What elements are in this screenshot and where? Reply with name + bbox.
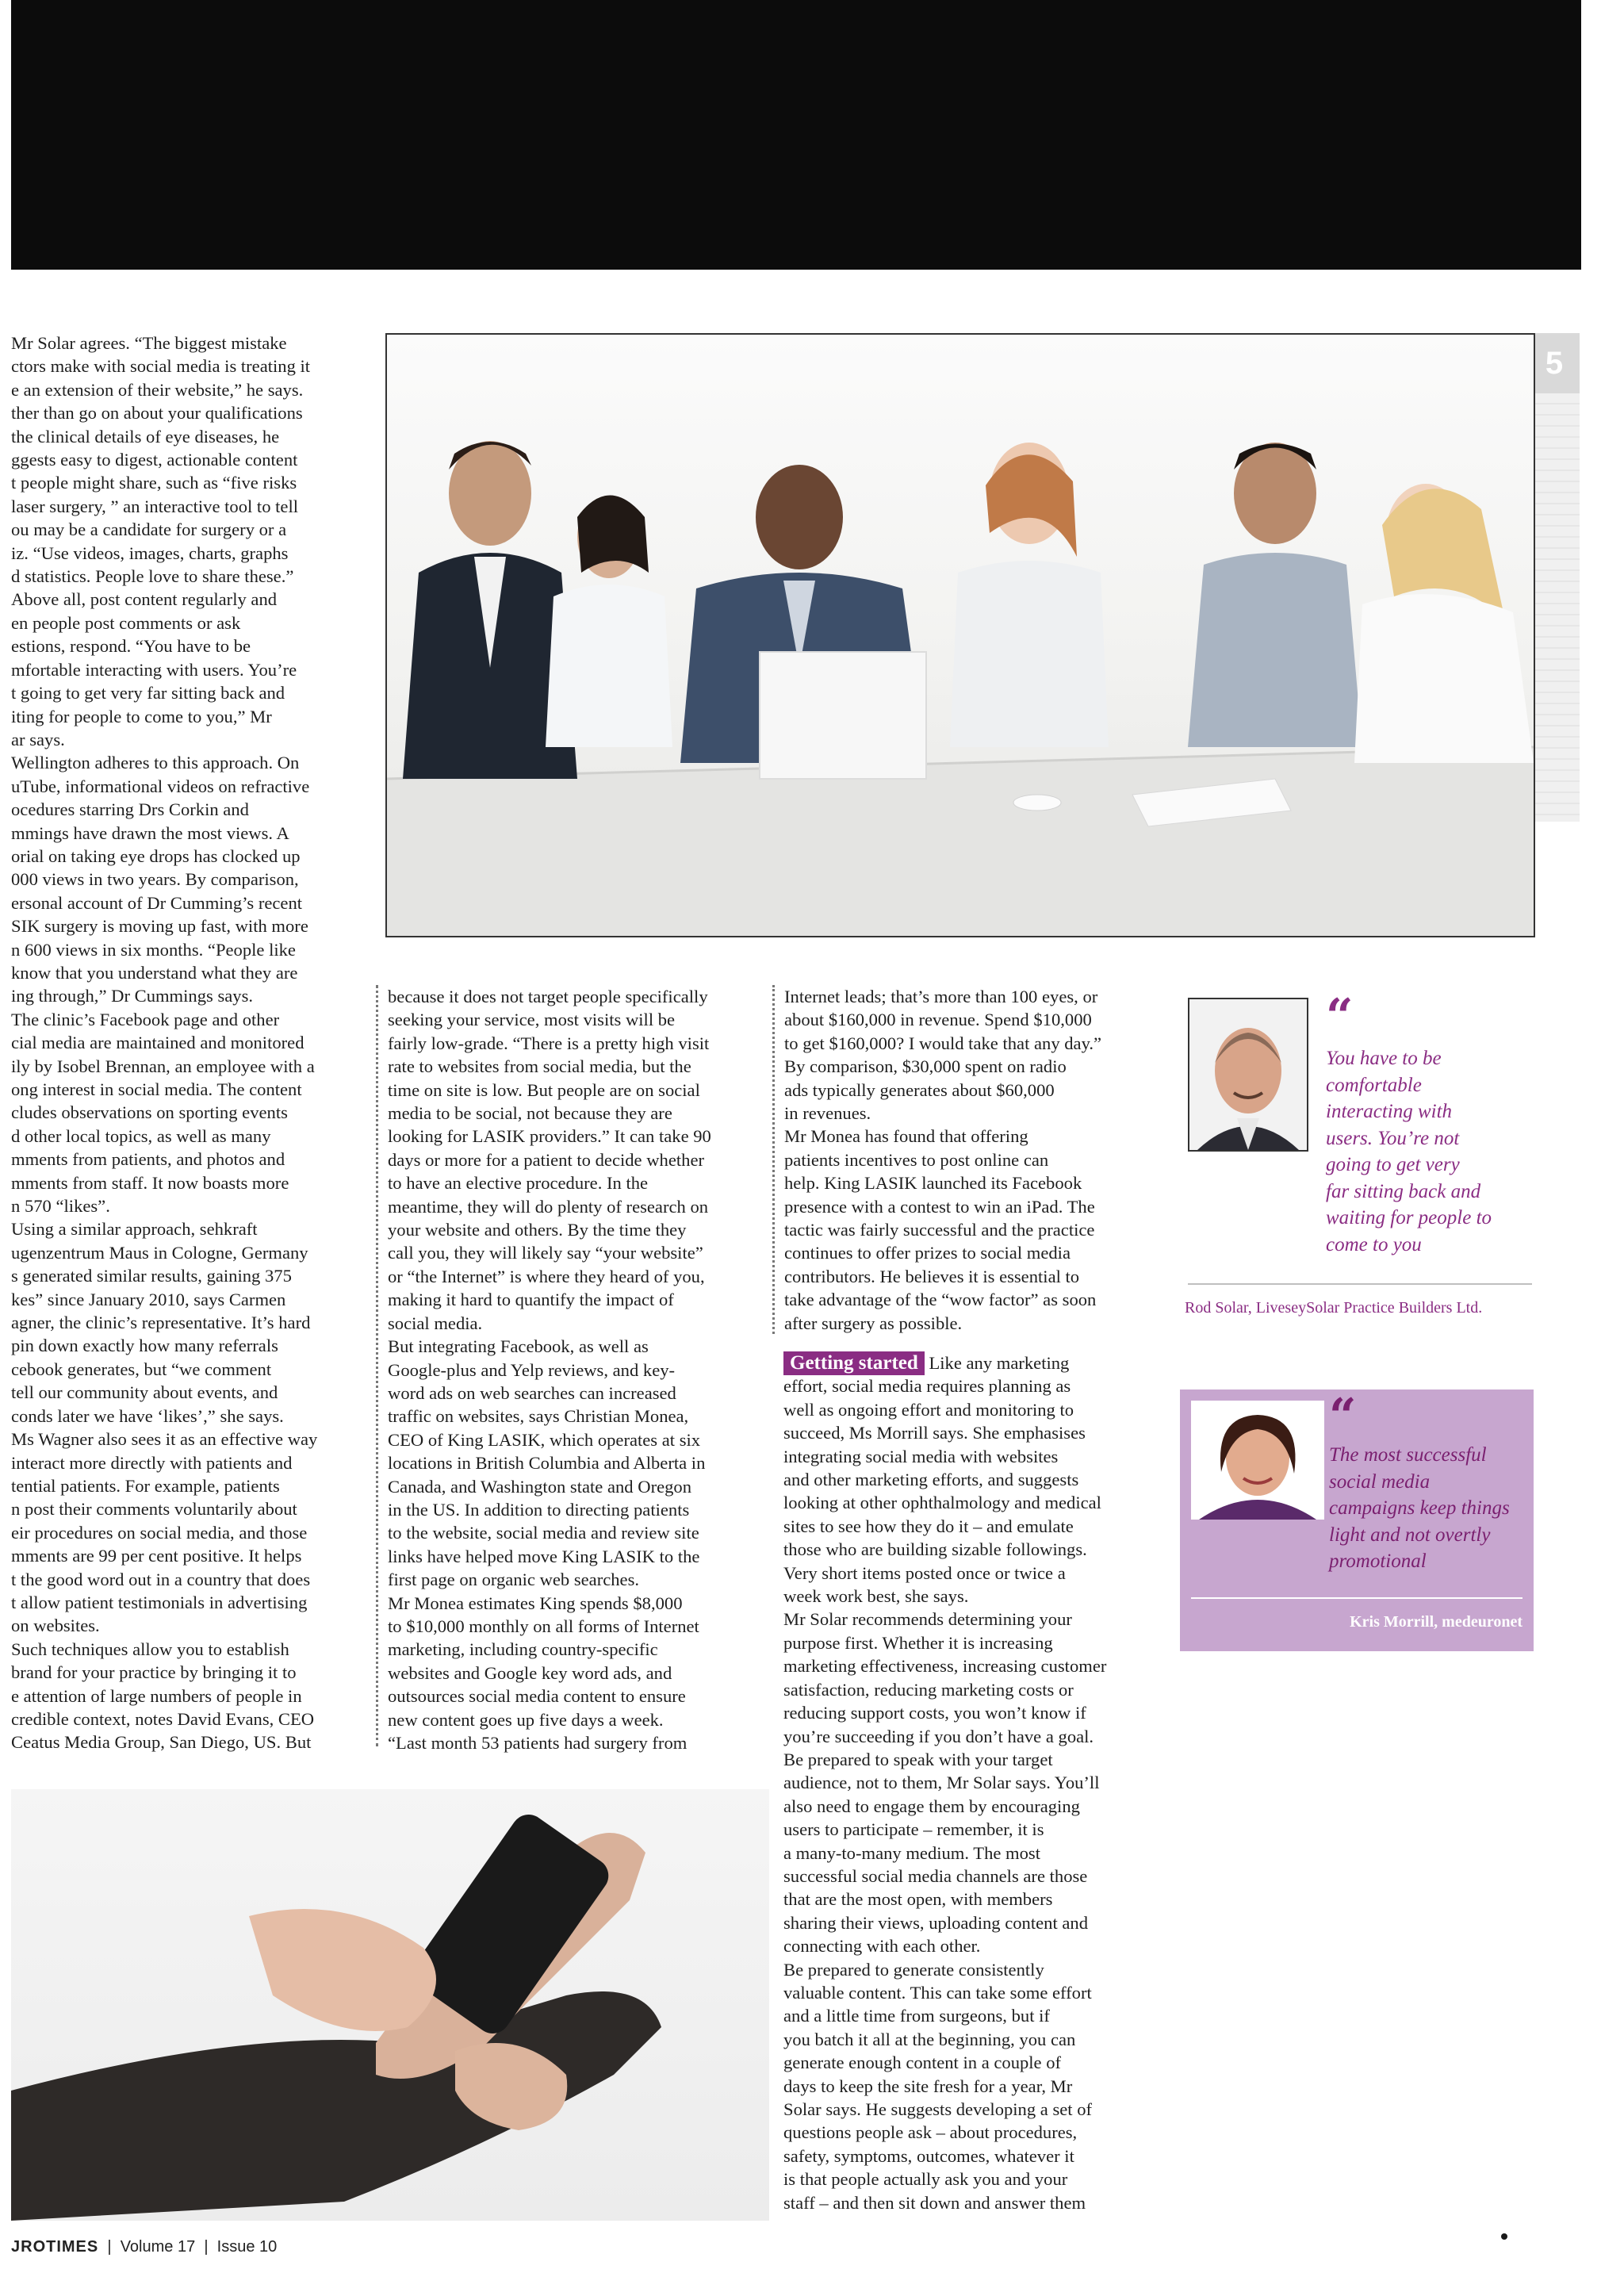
article-text-line: ing through,” Dr Cummings says. [11,986,254,1006]
article-text-line: ou may be a candidate for surgery or a [11,519,287,540]
article-text-line: Very short items posted once or twice a [783,1562,1066,1583]
article-text-line: take advantage of the “wow factor” as soon [784,1290,1097,1310]
article-text-line: purpose first. Whether it is increasing [783,1632,1053,1653]
article-text-line: contributors. He believes it is essential to [784,1266,1080,1286]
article-text-line: Such techniques allow you to establish [11,1639,289,1659]
corner-dot [1501,2233,1507,2240]
article-text-line: sites to see how they do it – and emulate [783,1516,1074,1536]
article-text-line: looking at other ophthalmology and medical [783,1493,1101,1513]
pullquote-line: interacting with [1326,1101,1453,1122]
article-text-line: fairly low-grade. “There is a pretty high visit [388,1033,710,1053]
pullquote-text [1326,1045,1492,1258]
article-text-line: valuable content. This can take some effort [783,1982,1092,2003]
article-text-line: about $160,000 in revenue. Spend $10,000 [784,1010,1092,1030]
article-column-3-top [772,985,1162,1334]
article-text-line: By comparison, $30,000 spent on radio [784,1056,1067,1077]
article-text-line: Solar says. He suggests developing a set of [783,2099,1093,2119]
article-text-line: seeking your service, most visits will be [388,1010,676,1030]
article-text-line: questions people ask – about procedures, [783,2122,1078,2143]
article-text-line: ggests easy to digest, actionable content [11,450,298,470]
article-text-line: continues to offer prizes to social media [784,1243,1071,1263]
article-text-line: because it does not target people specifically [388,987,708,1006]
article-text-line: call you, they will likely say “your website” [388,1243,703,1263]
publication-name: JROTIMES [11,2238,99,2256]
article-text-line: mfortable interacting with users. You’re [11,659,297,680]
article-text-line: e attention of large numbers of people in [11,1685,302,1706]
article-text-line: meantime, they will do plenty of research on [388,1196,709,1217]
article-text-line: Mr Monea estimates King spends $8,000 [388,1593,683,1613]
pullquote-line: light and not overtly [1329,1524,1491,1546]
article-text-line: patients incentives to post online can [784,1149,1049,1170]
pullquote-line: waiting for people to [1326,1207,1492,1228]
quote-mark-icon: “ [1329,1389,1357,1444]
article-text-line: you’re succeeding if you don’t have a goal. [783,1726,1094,1746]
article-text-line: d other local topics, as well as many [11,1125,271,1146]
article-text-line: Mr Monea has found that offering [784,1126,1028,1147]
article-text-line: succeed, Ms Morrill says. She emphasises [783,1423,1086,1443]
pullquote-attribution: Kris Morrill, medeuronet [1350,1613,1522,1631]
article-text-line: kes” since January 2010, says Carmen [11,1289,286,1309]
article-text-line: Be prepared to generate consistently [783,1959,1044,1980]
article-text-line: a many-to-many medium. The most [783,1842,1040,1863]
article-text-line: tactic was fairly successful and the practice [784,1220,1095,1240]
article-text-line: Be prepared to speak with your target [783,1749,1053,1769]
article-text-line: media to be social, not because they are [388,1103,672,1124]
article-text-line: rate to websites from social media, but the [388,1056,691,1077]
pullquote-line: campaigns keep things [1329,1497,1510,1519]
kris-morrill-portrait [1191,1401,1324,1520]
article-text-line: websites and Google key word ads, and [388,1662,672,1683]
article-text-line: en people post comments or ask [11,612,241,633]
article-text-line: conds later we have ‘likes’,” she says. [11,1405,284,1426]
article-text-line: to have an elective procedure. In the [388,1173,649,1194]
article-text-line: s generated similar results, gaining 375 [11,1266,292,1286]
article-text-line: ily by Isobel Brennan, an employee with a [11,1056,315,1076]
article-text-line: But integrating Facebook, as well as [388,1336,649,1357]
article-text-line: iting for people to come to you,” Mr [11,706,272,726]
article-text-line: that are the most open, with members [783,1889,1053,1910]
article-text-line: eir procedures on social media, and those [11,1522,308,1543]
article-text-line: days or more for a patient to decide whether [388,1149,704,1170]
article-text-line: n 600 views in six months. “People like [11,939,296,960]
pullquote-rod-solar [1177,989,1532,1326]
article-text-line: brand for your practice by bringing it to [11,1662,297,1683]
article-text-line: word ads on web searches can increased [388,1382,676,1403]
article-text-line: reducing support costs, you won’t know if [783,1703,1086,1723]
article-text-line: t people might share, such as “five risks [11,473,297,493]
section-heading-getting-started: Getting started [783,1351,925,1375]
article-text-line: estions, respond. “You have to be [11,636,251,657]
article-text-line: The clinic’s Facebook page and other [11,1009,280,1029]
article-text-line: mments from staff. It now boasts more [11,1172,289,1193]
article-text-line: Google-plus and Yelp reviews, and key- [388,1359,676,1380]
article-text-line: ar says. [11,729,65,749]
pullquote-line: The most successful [1329,1444,1487,1466]
article-text-line: safety, symptoms, outcomes, whatever it [783,2145,1074,2166]
article-text-line: locations in British Columbia and Alberta in [388,1453,706,1474]
article-text-line: your website and others. By the time they [388,1220,687,1240]
article-text-line: or “the Internet” is where they heard of you, [388,1266,705,1286]
article-text-line: well as ongoing effort and monitoring to [783,1399,1074,1420]
article-text-line: SIK surgery is moving up fast, with more [11,916,308,937]
article-text-line: those who are building sizable followings. [783,1539,1087,1560]
article-text-line: Using a similar approach, sehkraft [11,1219,258,1240]
article-text-line: help. King LASIK launched its Facebook [784,1173,1082,1194]
article-text-line: ocedures starring Drs Corkin and [11,799,249,820]
article-text-line: n 570 “likes”. [11,1196,110,1217]
article-text-line: agner, the clinic’s representative. It’s hard [11,1313,311,1333]
article-text-line: mments are 99 per cent positive. It helps [11,1546,302,1566]
article-text-line: interact more directly with patients and [11,1452,293,1473]
pullquote-divider [1191,1597,1522,1599]
article-text-line: effort, social media requires planning as [783,1376,1071,1397]
article-text-line: social media. [388,1313,483,1333]
article-text-line: d statistics. People love to share these.” [11,566,294,587]
article-text-line: cebook generates, but “we comment [11,1359,272,1379]
article-text-line: outsources social media content to ensure [388,1686,686,1707]
article-text-line: new content goes up five days a week. [388,1709,664,1730]
pullquote-line: users. You’re not [1326,1127,1460,1149]
article-text-line: days to keep the site fresh for a year, Mr [783,2076,1073,2096]
pullquote-line: comfortable [1326,1074,1422,1096]
article-text-line: ong interest in social media. The content [11,1079,302,1099]
article-text-line: sharing their views, uploading content and [783,1912,1089,1933]
article-text-line: and other marketing efforts, and suggests [783,1470,1079,1490]
article-text-line: t going to get very far sitting back and [11,683,285,703]
article-column-3-section [783,1351,1161,2214]
article-text-line: iz. “Use videos, images, charts, graphs [11,542,289,563]
rod-solar-portrait [1188,998,1308,1152]
article-text-line: generate enough content in a couple of [783,2053,1062,2073]
article-text-line: Mr Solar agrees. “The biggest mistake [11,333,287,353]
pullquote-divider [1188,1283,1532,1285]
article-text-line: CEO of King LASIK, which operates at six [388,1429,701,1450]
article-text-line: satisfaction, reducing marketing costs or [783,1679,1074,1700]
pullquote-kris-morrill [1180,1389,1534,1651]
volume-number: Volume 17 [120,2238,196,2256]
article-text-line: connecting with each other. [783,1936,981,1957]
pullquote-line: promotional [1329,1550,1427,1572]
article-text-line: after surgery as possible. [784,1313,963,1333]
article-text-line: staff – and then sit down and answer them [783,2192,1086,2213]
page-edge-stripe [1529,393,1580,822]
article-text-line: week work best, she says. [783,1586,969,1607]
article-text-line: users to participate – remember, it is [783,1819,1044,1840]
article-column-1 [11,332,360,1754]
article-text-line: t allow patient testimonials in advertising [11,1592,308,1612]
article-text-line: Above all, post content regularly and [11,589,278,610]
header-image-band [11,0,1581,270]
pullquote-line: come to you [1326,1233,1422,1255]
pullquote-text [1329,1442,1510,1575]
article-text-line: 000 views in two years. By comparison, [11,869,299,890]
article-text-line: “Last month 53 patients had surgery from [388,1733,688,1753]
article-text-line: ther than go on about your qualifications [11,403,303,424]
article-text-line: n post their comments voluntarily about [11,1499,297,1520]
article-text-line: also need to engage them by encouraging [783,1796,1080,1816]
article-text-line: e an extension of their website,” he says. [11,379,304,400]
article-text-line: marketing effectiveness, increasing customer [783,1656,1107,1677]
pullquote-line: far sitting back and [1326,1180,1481,1202]
page-number-tab: 5 [1529,333,1580,393]
page-footer: JROTIMES | Volume 17 | Issue 10 [11,2238,278,2256]
article-text-line: making it hard to quantify the impact of [388,1290,674,1310]
section-first-line: Like any marketing [929,1353,1070,1373]
article-text-line: laser surgery, ” an interactive tool to tell [11,496,298,516]
article-text-line: the clinical details of eye diseases, he [11,426,280,447]
article-text-line: Mr Solar recommends determining your [783,1609,1072,1630]
article-text-line: know that you understand what they are [11,962,298,983]
article-text-line: looking for LASIK providers.” It can take 90 [388,1126,711,1147]
pullquote-attribution: Rod Solar, LiveseySolar Practice Builders Ltd. [1185,1299,1483,1317]
article-text-line: in revenues. [784,1103,871,1124]
article-text-line: mments from patients, and photos and [11,1149,285,1170]
article-text-line: credible context, notes David Evans, CEO [11,1708,315,1729]
article-text-line: in the US. In addition to directing patients [388,1499,690,1520]
article-text-line: tell our community about events, and [11,1382,278,1403]
article-text-line: orial on taking eye drops has clocked up [11,845,301,866]
article-text-line: pin down exactly how many referrals [11,1336,278,1356]
article-text-line: Wellington adheres to this approach. On [11,753,300,773]
article-text-line: to $10,000 monthly on all forms of Internet [388,1616,699,1636]
issue-number: Issue 10 [216,2238,278,2256]
article-text-line: first page on organic web searches. [388,1570,640,1590]
article-text-line: audience, not to them, Mr Solar says. You’ll [783,1773,1100,1793]
article-text-line: ads typically generates about $60,000 [784,1079,1055,1100]
article-text-line: mmings have drawn the most views. A [11,822,289,843]
article-text-line: to the website, social media and review site [388,1523,699,1543]
article-text-line: uTube, informational videos on refractive [11,776,310,796]
article-text-line: Ceatus Media Group, San Diego, US. But [11,1732,312,1753]
article-text-line: Ms Wagner also sees it as an effective way [11,1429,318,1450]
article-text-line: cludes observations on sporting events [11,1102,288,1123]
pullquote-line: going to get very [1326,1154,1460,1175]
article-text-line: is that people actually ask you and your [783,2169,1068,2190]
article-text-line: you batch it all at the beginning, you can [783,2029,1076,2049]
pullquote-line: You have to be [1326,1048,1442,1069]
quote-mark-icon: “ [1326,989,1354,1045]
article-text-line: Internet leads; that’s more than 100 eyes, or [784,987,1098,1006]
article-text-line: integrating social media with websites [783,1446,1059,1466]
article-text-line: to get $160,000? I would take that any day.” [784,1033,1102,1053]
article-text-line: and a little time from surgeons, but if [783,2006,1050,2026]
article-text-line: marketing, including country-specific [388,1639,658,1660]
article-text-line: cial media are maintained and monitored [11,1033,304,1053]
article-text-line: t the good word out in a country that does [11,1569,311,1589]
article-column-2 [376,985,768,1753]
article-text-line: successful social media channels are those [783,1865,1088,1886]
article-text-line: tential patients. For example, patients [11,1475,280,1496]
article-text-line: ctors make with social media is treating it [11,356,311,377]
article-text-line: links have helped move King LASIK to the [388,1546,700,1566]
article-text-line: Canada, and Washington state and Oregon [388,1476,692,1497]
article-text-line: traffic on websites, says Christian Monea, [388,1406,689,1427]
business-meeting-photo [385,333,1535,937]
hands-holding-phone-photo [11,1789,769,2221]
article-text-line: on websites. [11,1616,100,1636]
article-text-line: ersonal account of Dr Cumming’s recent [11,892,303,913]
pullquote-line: social media [1329,1470,1431,1493]
article-text-line: presence with a contest to win an iPad. The [784,1196,1095,1217]
article-text-line: ugenzentrum Maus in Cologne, Germany [11,1242,308,1263]
article-text-line: time on site is low. But people are on social [388,1079,700,1100]
